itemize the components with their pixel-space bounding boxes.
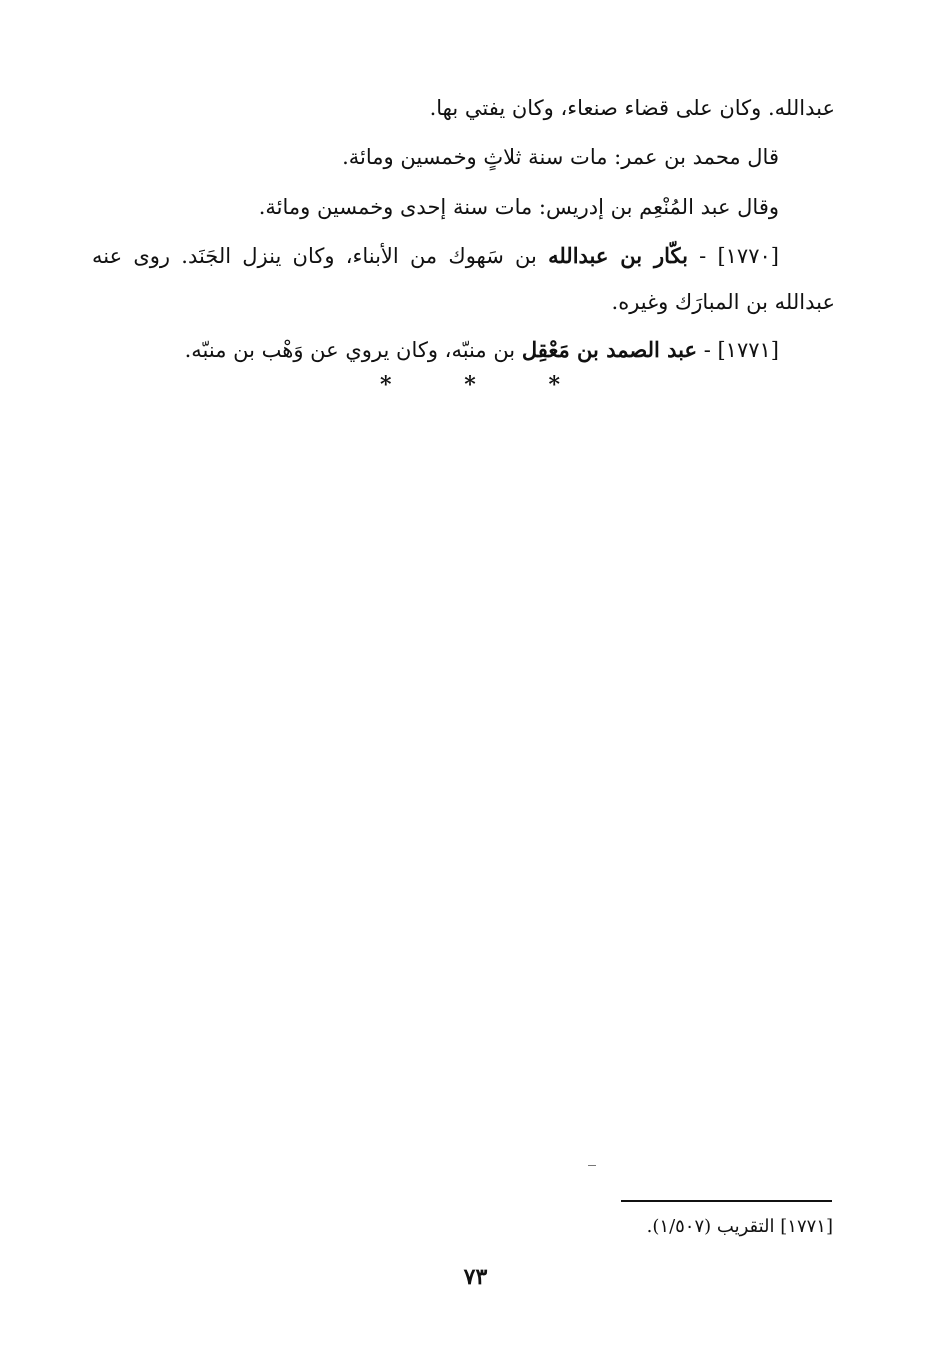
star: * <box>380 372 392 398</box>
stray-mark <box>588 1165 596 1166</box>
entry-1771-text: بن منبّه، وكان يروي عن وَهْب بن منبّه. <box>184 338 516 362</box>
entry-1770-name: بكّار بن عبدالله <box>548 243 688 268</box>
page-number: ٧٣ <box>463 1264 488 1290</box>
entry-1770-text: بن سَهوك من الأبناء، وكان ينزل الجَنَد. روى عنه <box>92 244 537 268</box>
star: * <box>548 372 560 398</box>
section-end-stars <box>380 372 560 398</box>
entry-1770 <box>92 240 779 272</box>
text-line-2: قال محمد بن عمر: مات سنة ثلاثٍ وخمسين ومائة. <box>342 145 779 169</box>
entry-1770-continuation: عبدالله بن المبارَك وغيره. <box>611 290 835 314</box>
entry-1771-number: [١٧٧١] - <box>703 338 779 362</box>
entry-1771-name: عبد الصمد بن مَعْقِل <box>521 337 698 362</box>
footnote-separator <box>621 1200 832 1202</box>
text-line-3: وقال عبد المُنْعِم بن إدريس: مات سنة إحدى وخمسين ومائة. <box>258 195 779 219</box>
entry-1770-number: [١٧٧٠] - <box>699 244 779 268</box>
text-line-1: عبدالله. وكان على قضاء صنعاء، وكان يفتي بها. <box>429 96 835 120</box>
entry-1771 <box>185 334 779 366</box>
star: * <box>464 372 476 398</box>
footnote: [١٧٧١] التقريب (١/٥٠٧). <box>646 1216 833 1237</box>
